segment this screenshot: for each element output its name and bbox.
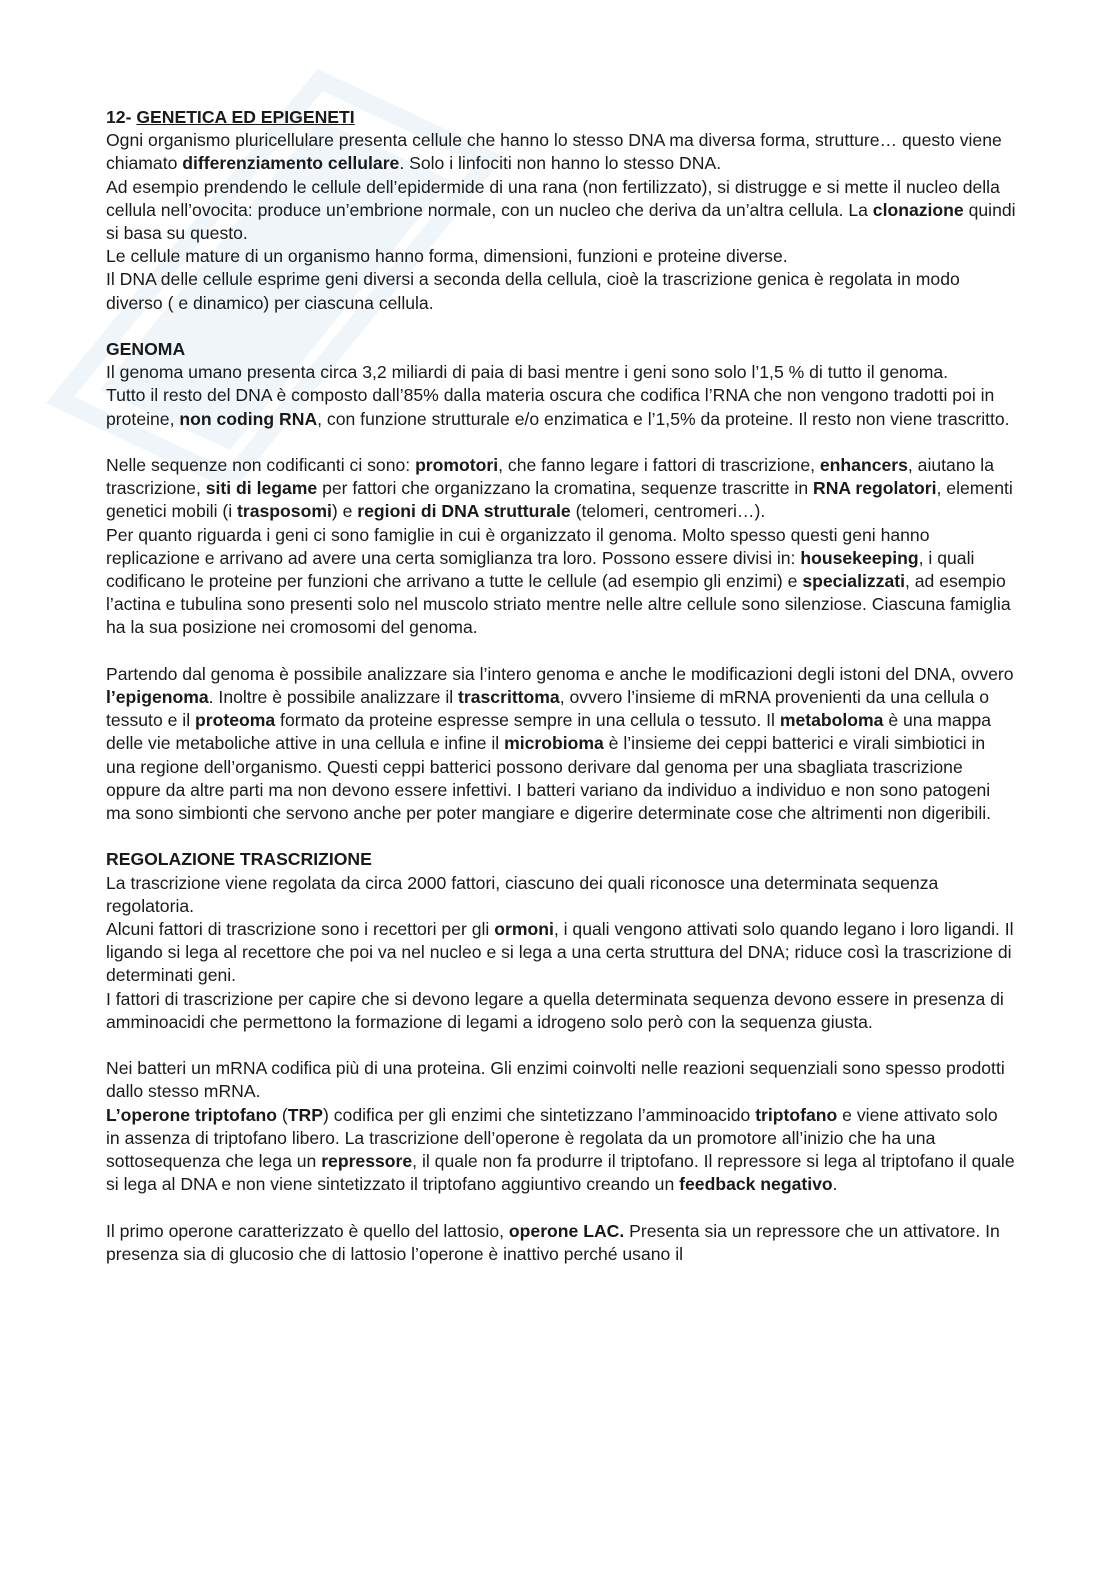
genoma-paragraph-3 (106, 663, 1016, 825)
bold-term: clonazione (872, 199, 964, 220)
bold-term: ormoni (494, 919, 554, 940)
bold-term: specializzati (802, 571, 905, 592)
text-line: Per quanto riguarda i geni ci sono famiglie in cui è organizzato il genoma. Molto spesso questi geni hanno replicazione e arrivano ad avere una certa somiglianza tra loro. Possono essere divisi in: housekeeping, i quali codificano le proteine per funzioni che arrivano a tutte le cellule (ad esempio gli enzimi) e specializzati, ad esempio l’actina e tubulina sono presenti solo nel muscolo striato mentre nelle altre cellule sono silenziose. Ciascuna famiglia ha la sua posizione nei cromosomi del genoma. (106, 524, 1011, 638)
text-line: Il genoma umano presenta circa 3,2 miliardi di paia di basi mentre i geni sono solo l’1,5 % di tutto il genoma. (106, 362, 949, 383)
bold-term: regioni di DNA strutturale (357, 501, 571, 522)
genoma-paragraph-2 (106, 454, 1016, 640)
document-page (106, 106, 1016, 1266)
bold-term: non coding RNA (179, 408, 318, 429)
bold-term: trascrittoma (458, 687, 560, 708)
title-number: 12- (106, 107, 137, 127)
bold-term: trasposomi (237, 501, 332, 522)
bold-term: repressore (321, 1151, 413, 1172)
text-line: Ad esempio prendendo le cellule dell’epidermide di una rana (non fertilizzato), si distrugge e si mette il nucleo della cellula nell’ovocita: produce un’embrione normale, con un nucleo che deriva da un’altra cellula. La clonazione quindi si basa su questo. (106, 176, 1016, 244)
intro-section (106, 129, 1016, 315)
bold-term: operone LAC. (508, 1220, 625, 1241)
bold-term: triptofano (755, 1104, 838, 1125)
bold-term: promotori (415, 455, 499, 476)
text-line: La trascrizione viene regolata da circa 2000 fattori, ciascuno dei quali riconosce una determinata sequenza regolatoria. (106, 872, 939, 916)
bold-term: housekeeping (800, 547, 919, 568)
genoma-heading: GENOMA (106, 339, 186, 360)
regolazione-paragraph-2 (106, 1057, 1016, 1196)
text-line: I fattori di trascrizione per capire che si devono legare a quella determinata sequenza devono essere in presenza di amminoacidi che permettono la formazione di legami a idrogeno solo però con la sequenza giusta. (106, 988, 1004, 1032)
text-line: Il DNA delle cellule esprime geni diversi a seconda della cellula, cioè la trascrizione genica è regolata in modo diverso ( e dinamico) per ciascuna cellula. (106, 269, 960, 313)
title-text: GENETICA ED EPIGENETI (136, 107, 355, 127)
bold-term: enhancers (819, 455, 908, 476)
bold-term: feedback negativo (679, 1174, 833, 1195)
regolazione-paragraph-3 (106, 1220, 1016, 1266)
bold-term: proteoma (195, 710, 276, 731)
bold-term: metaboloma (779, 710, 884, 731)
text-line: Tutto il resto del DNA è composto dall’85% dalla materia oscura che codifica l’RNA che non vengono tradotti poi in proteine, non coding RNA, con funzione strutturale e/o enzimatica e l’1,5% da proteine. Il resto non viene trascritto. (106, 385, 1010, 429)
bold-term: RNA regolatori (813, 478, 937, 499)
bold-term: siti di legame (205, 478, 318, 499)
bold-term: differenziamento cellulare (182, 153, 400, 174)
text-line: L’operone triptofano (TRP) codifica per gli enzimi che sintetizzano l’amminoacido triptofano e viene attivato solo in assenza di triptofano libero. La trascrizione dell’operone è regolata da un promotore all’inizio che ha una sottosequenza che lega un repressore, il quale non fa produrre il triptofano. Il repressore si lega al triptofano il quale si lega al DNA e non viene sintetizzato il triptofano aggiuntivo creando un feedback negativo. (106, 1104, 1015, 1195)
bold-term: TRP (287, 1104, 323, 1125)
document-title (106, 106, 1016, 129)
regolazione-heading: REGOLAZIONE TRASCRIZIONE (106, 849, 372, 870)
regolazione-paragraph-1 (106, 872, 1016, 1034)
text-line: Alcuni fattori di trascrizione sono i recettori per gli ormoni, i quali vengono attivati solo quando legano i loro ligandi. Il ligando si lega al recettore che poi va nel nucleo e si lega a una certa struttura del DNA; riduce così la trascrizione di determinati geni. (106, 919, 1014, 986)
text-line: Le cellule mature di un organismo hanno forma, dimensioni, funzioni e proteine diverse. (106, 246, 788, 267)
text-line: Ogni organismo pluricellulare presenta cellule che hanno lo stesso DNA ma diversa forma, strutture… questo viene chiamato differenziamento cellulare. Solo i linfociti non hanno lo stesso DNA. (106, 130, 1002, 174)
bold-term: microbioma (504, 733, 604, 754)
text-line: Nelle sequenze non codificanti ci sono: promotori, che fanno legare i fattori di trascrizione, enhancers, aiutano la trascrizione, siti di legame per fattori che organizzano la cromatina, sequenze trascritte in RNA regolatori, elementi genetici mobili (i trasposomi) e regioni di DNA strutturale (telomeri, centromeri…). (106, 455, 1013, 522)
bold-term: L’operone triptofano (106, 1104, 278, 1125)
bold-term: l’epigenoma (106, 687, 209, 708)
text-line: Partendo dal genoma è possibile analizzare sia l’intero genoma e anche le modificazioni degli istoni del DNA, ovvero l’epigenoma. Inoltre è possibile analizzare il trascrittoma, ovvero l’insieme di mRNA provenienti da una cellula o tessuto e il proteoma formato da proteine espresse sempre in una cellula o tessuto. Il metaboloma è una mappa delle vie metaboliche attive in una cellula e infine il microbioma è l’insieme dei ceppi batterici e virali simbiotici in una regione dell’organismo. Questi ceppi batterici possono derivare dal genoma per una sbagliata trascrizione oppure da altre parti ma non devono essere infettivi. I batteri variano da individuo a individuo e non sono patogeni ma sono simbionti che servono anche per poter mangiare e digerire determinate cose che altrimenti non digeribili. (106, 663, 1014, 824)
text-line: Nei batteri un mRNA codifica più di una proteina. Gli enzimi coinvolti nelle reazioni sequenziali sono spesso prodotti dallo stesso mRNA. (106, 1058, 1005, 1102)
text-line: Il primo operone caratterizzato è quello del lattosio, operone LAC. Presenta sia un repressore che un attivatore. In presenza sia di glucosio che di lattosio l’operone è inattivo perché usano il (106, 1220, 1000, 1264)
genoma-paragraph-1 (106, 361, 1016, 431)
